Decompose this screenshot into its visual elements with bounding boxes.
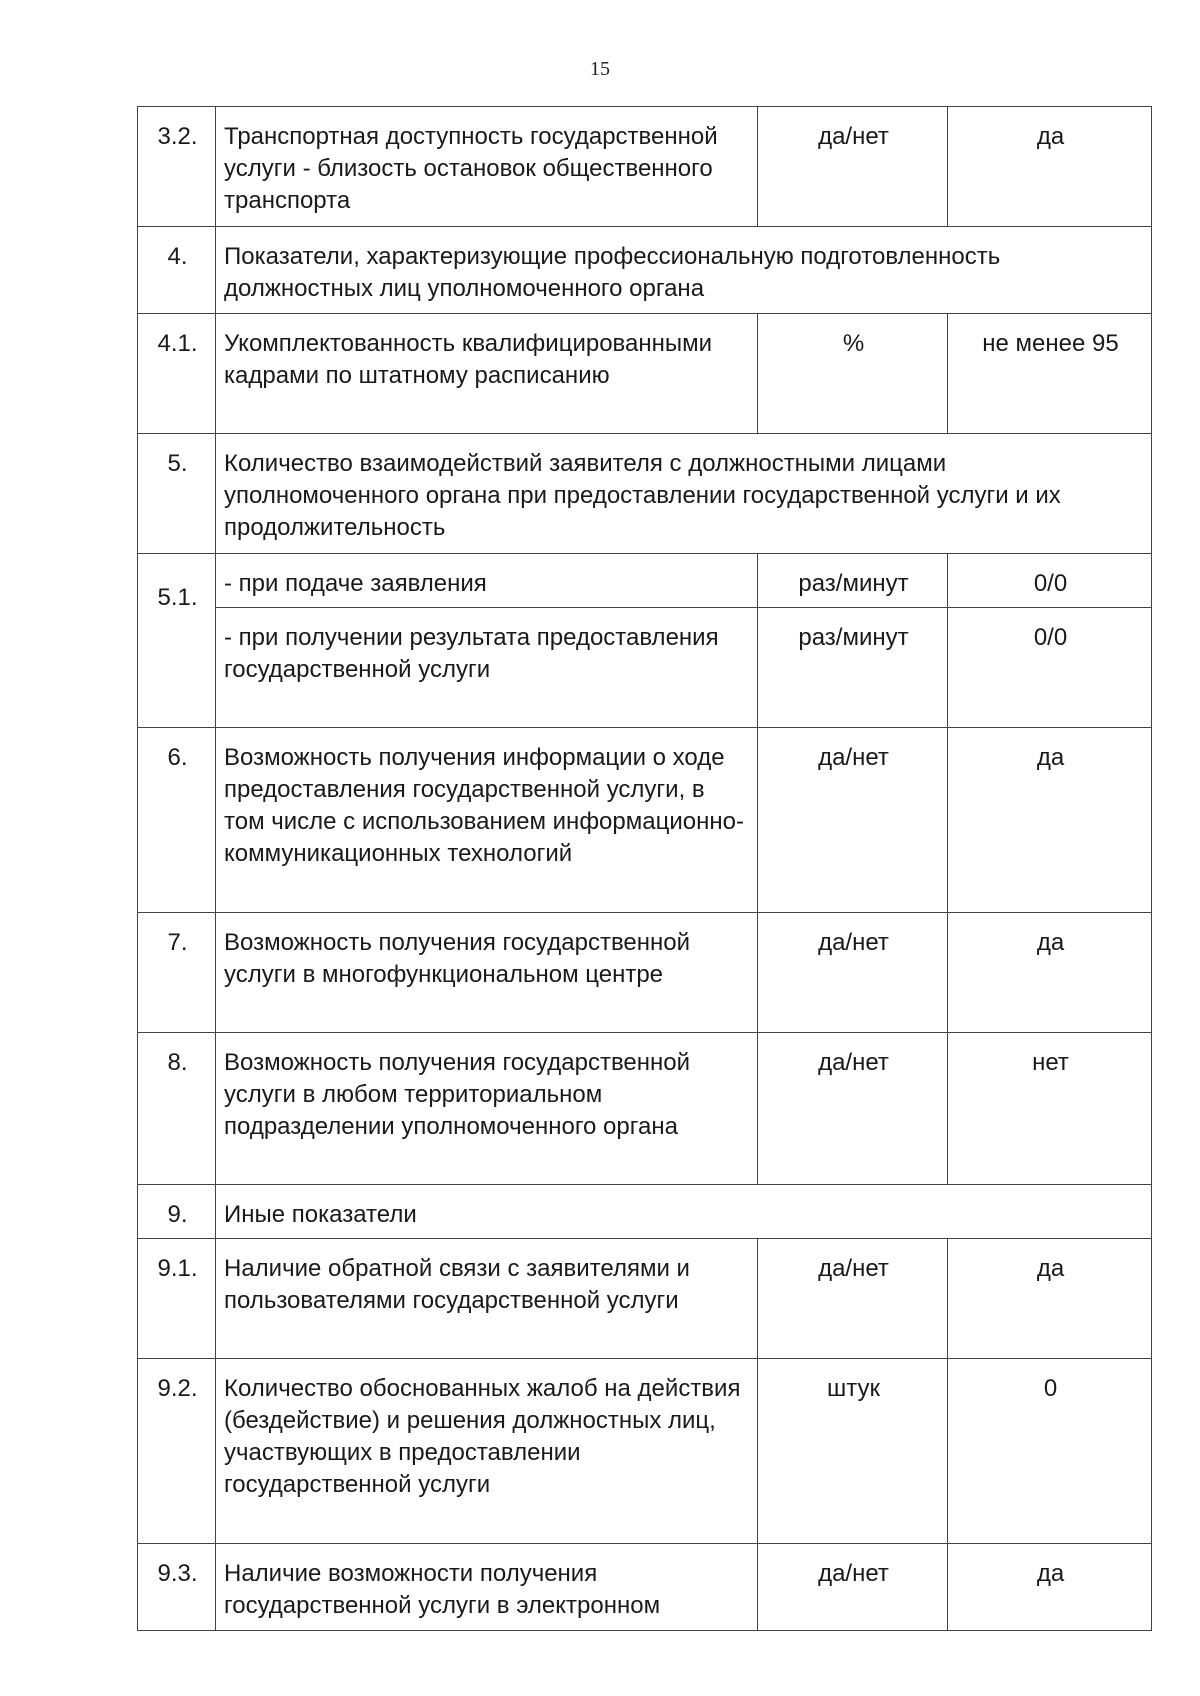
table-row bbox=[138, 434, 1152, 554]
unit-cell: да/нет bbox=[758, 913, 948, 1033]
indicator-text: Наличие возможности получения государственной услуги в электронном bbox=[216, 1544, 758, 1631]
table-row bbox=[138, 1239, 1152, 1359]
row-number: 5.1. bbox=[138, 554, 216, 728]
value-cell: 0/0 bbox=[948, 608, 1152, 728]
row-number: 7. bbox=[138, 913, 216, 1033]
row-number: 8. bbox=[138, 1033, 216, 1185]
indicators-table bbox=[137, 106, 1152, 1631]
value-cell: 0 bbox=[948, 1359, 1152, 1544]
indicator-text: Возможность получения государственной услуги в любом территориальном подразделении уполномоченного органа bbox=[216, 1033, 758, 1185]
unit-cell: да/нет bbox=[758, 1544, 948, 1631]
indicator-text: - при получении результата предоставления государственной услуги bbox=[216, 608, 758, 728]
section-heading: Количество взаимодействий заявителя с должностными лицами уполномоченного органа при предоставлении государственной услуги и их продолжительность bbox=[216, 434, 1152, 554]
row-number: 4. bbox=[138, 227, 216, 314]
unit-cell: % bbox=[758, 314, 948, 434]
table-row bbox=[138, 608, 1152, 728]
indicator-text: Транспортная доступность государственной услуги - близость остановок общественного транспорта bbox=[216, 107, 758, 227]
indicator-text: Возможность получения государственной услуги в многофункциональном центре bbox=[216, 913, 758, 1033]
indicator-text: Количество обоснованных жалоб на действия (бездействие) и решения должностных лиц, участвующих в предоставлении государственной услуги bbox=[216, 1359, 758, 1544]
indicator-text: Наличие обратной связи с заявителями и пользователями государственной услуги bbox=[216, 1239, 758, 1359]
unit-cell: да/нет bbox=[758, 728, 948, 913]
value-cell: не менее 95 bbox=[948, 314, 1152, 434]
row-number: 4.1. bbox=[138, 314, 216, 434]
value-cell: да bbox=[948, 728, 1152, 913]
table-row bbox=[138, 107, 1152, 227]
unit-cell: да/нет bbox=[758, 1033, 948, 1185]
value-cell: нет bbox=[948, 1033, 1152, 1185]
indicator-text: Укомплектованность квалифицированными кадрами по штатному расписанию bbox=[216, 314, 758, 434]
value-cell: да bbox=[948, 913, 1152, 1033]
value-cell: да bbox=[948, 107, 1152, 227]
indicator-text: Возможность получения информации о ходе предоставления государственной услуги, в том числе с использованием информационно-коммуникационных технологий bbox=[216, 728, 758, 913]
unit-cell: раз/минут bbox=[758, 608, 948, 728]
unit-cell: штук bbox=[758, 1359, 948, 1544]
unit-cell: да/нет bbox=[758, 107, 948, 227]
table-row bbox=[138, 1033, 1152, 1185]
row-number: 6. bbox=[138, 728, 216, 913]
table-row bbox=[138, 227, 1152, 314]
table-row bbox=[138, 554, 1152, 608]
row-number: 9.1. bbox=[138, 1239, 216, 1359]
row-number: 5. bbox=[138, 434, 216, 554]
table-row bbox=[138, 728, 1152, 913]
section-heading: Показатели, характеризующие профессиональную подготовленность должностных лиц уполномоченного органа bbox=[216, 227, 1152, 314]
table-row bbox=[138, 314, 1152, 434]
row-number: 9. bbox=[138, 1185, 216, 1239]
value-cell: да bbox=[948, 1239, 1152, 1359]
row-number: 3.2. bbox=[138, 107, 216, 227]
unit-cell: раз/минут bbox=[758, 554, 948, 608]
page-number: 15 bbox=[590, 58, 610, 80]
table-row bbox=[138, 1544, 1152, 1631]
unit-cell: да/нет bbox=[758, 1239, 948, 1359]
table-row bbox=[138, 1185, 1152, 1239]
value-cell: да bbox=[948, 1544, 1152, 1631]
indicator-text: - при подаче заявления bbox=[216, 554, 758, 608]
section-heading: Иные показатели bbox=[216, 1185, 1152, 1239]
table-row bbox=[138, 1359, 1152, 1544]
row-number: 9.3. bbox=[138, 1544, 216, 1631]
row-number: 9.2. bbox=[138, 1359, 216, 1544]
value-cell: 0/0 bbox=[948, 554, 1152, 608]
table-row bbox=[138, 913, 1152, 1033]
